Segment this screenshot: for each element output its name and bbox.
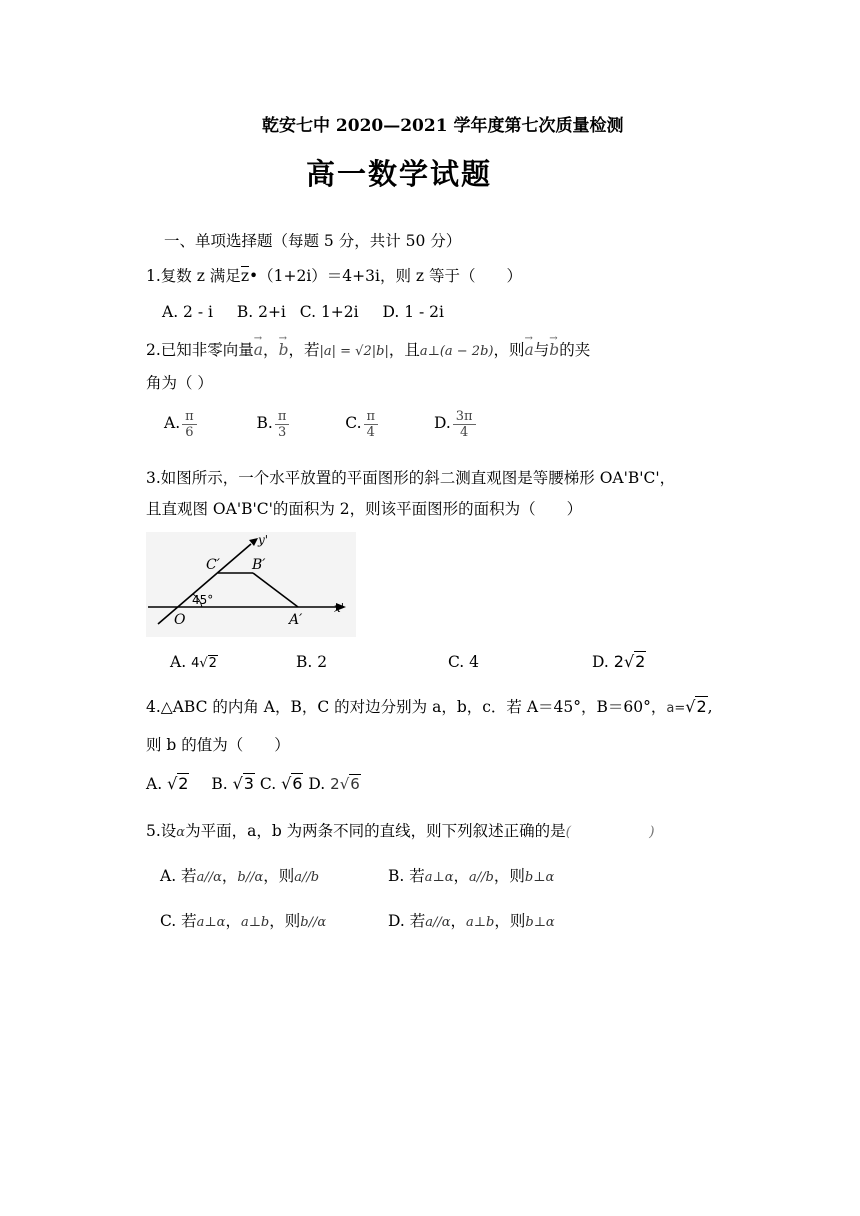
point-a-label: A′ [289,612,303,628]
q3-option-a: A. 4√2 [170,653,217,671]
q1-option-b: B. 2+i [236,303,286,321]
q1-zbar: z [240,267,249,285]
q2-text-4: ，则 [493,341,525,359]
q5-option-a: A. 若a//α，b//α，则a//b [160,867,320,885]
q5-option-b: B. 若a⊥α，a//b，则b⊥α [388,867,555,885]
q2-text-6: 的夹 [559,341,591,359]
q1-rest: •（1+2i）＝4+3i，则 z 等于（ ） [248,267,522,285]
q1-option-a: A. 2 - i [162,303,213,321]
q4-a-eq: a= [666,701,686,716]
question-3: 3.如图所示，一个水平放置的平面图形的斜二测直观图是等腰梯形 OA'B'C'， [146,469,676,487]
q2-option-c-value: $\frac{\pi}{4}$ [364,409,379,440]
q4-a-value: √2 [685,697,707,716]
q2-line-2: 角为（ ） [146,374,213,392]
trapezoid-figure [146,532,356,637]
point-o-label: O [174,612,186,628]
q5-option-c: C. 若a⊥α，a⊥b，则b//α [160,912,327,930]
angle-label: 45° [192,593,214,607]
question-1 [146,266,522,286]
page-title: 高一数学试题 [306,157,493,191]
school-header: 乾安七中 2020—2021 学年度第七次质量检测 [262,116,624,136]
q2-text-1: 2.已知非零向量 [146,341,254,359]
q4-option-c: C. √6 [259,774,303,793]
q4-options [146,774,361,794]
q2-condition-1: |a| = √2|b| [319,344,389,359]
vector-a: → a [254,340,263,360]
question-4: 4.△ABC 的内角 A，B，C 的对边分别为 a，b，c．若 A＝45°，B＝60°，a=√2, [146,697,713,716]
section-heading: 一、单项选择题（每题 5 分，共计 50 分） [164,232,462,250]
q2-option-a-value: $\frac{\pi}{6}$ [182,409,197,440]
vector-b: → b [279,340,289,360]
q2-text-5: 与 [533,341,550,359]
q1-option-c: C. 1+2i [299,303,359,321]
q2-option-d-value: $\frac{3\pi}{4}$ [453,409,476,440]
q3-option-b: B. 2 [296,653,328,671]
q5-option-d: D. 若a//α，a⊥b，则b⊥α [388,912,555,930]
q2-options [164,405,478,441]
y-axis-label: y' [258,533,269,547]
q1-prefix: 1.复数 z 满足 [146,267,241,285]
q3-option-d: D. 2√2 [592,652,646,671]
point-b-label: B′ [252,557,266,573]
q2-option-a-label: A. [164,414,181,432]
q2-text-3: ，且 [388,341,420,359]
vector-a-2: → a [524,340,533,360]
question-2 [146,340,590,362]
q2-condition-2: a⊥(a − 2b) [419,344,494,359]
q2-sep: ， [263,341,279,359]
q4-line-2: 则 b 的值为（ ） [146,736,290,754]
alpha-symbol: α [176,825,186,840]
q4-option-a: A. √2 [146,774,189,793]
x-axis-label: x' [334,601,345,615]
q3-option-c: C. 4 [448,653,480,671]
q4-option-d: D. 2√6 [308,775,360,793]
q4-option-b: B. √3 [211,774,254,793]
q2-option-c-label: C. [345,414,362,432]
q2-option-b-label: B. [256,414,273,432]
q2-option-b-value: $\frac{\pi}{3}$ [275,409,290,440]
q2-option-d-label: D. [433,414,451,432]
q2-text-2: ，若 [288,341,320,359]
question-5: 5.设α为平面，a，b 为两条不同的直线，则下列叙述正确的是( ) [146,822,655,840]
q1-options [162,302,444,322]
q3-line-2: 且直观图 OA'B'C'的面积为 2，则该平面图形的面积为（ ） [146,500,583,518]
point-c-label: C′ [206,557,220,573]
q1-option-d: D. 1 - 2i [382,303,445,321]
vector-b-2: → b [549,340,559,360]
